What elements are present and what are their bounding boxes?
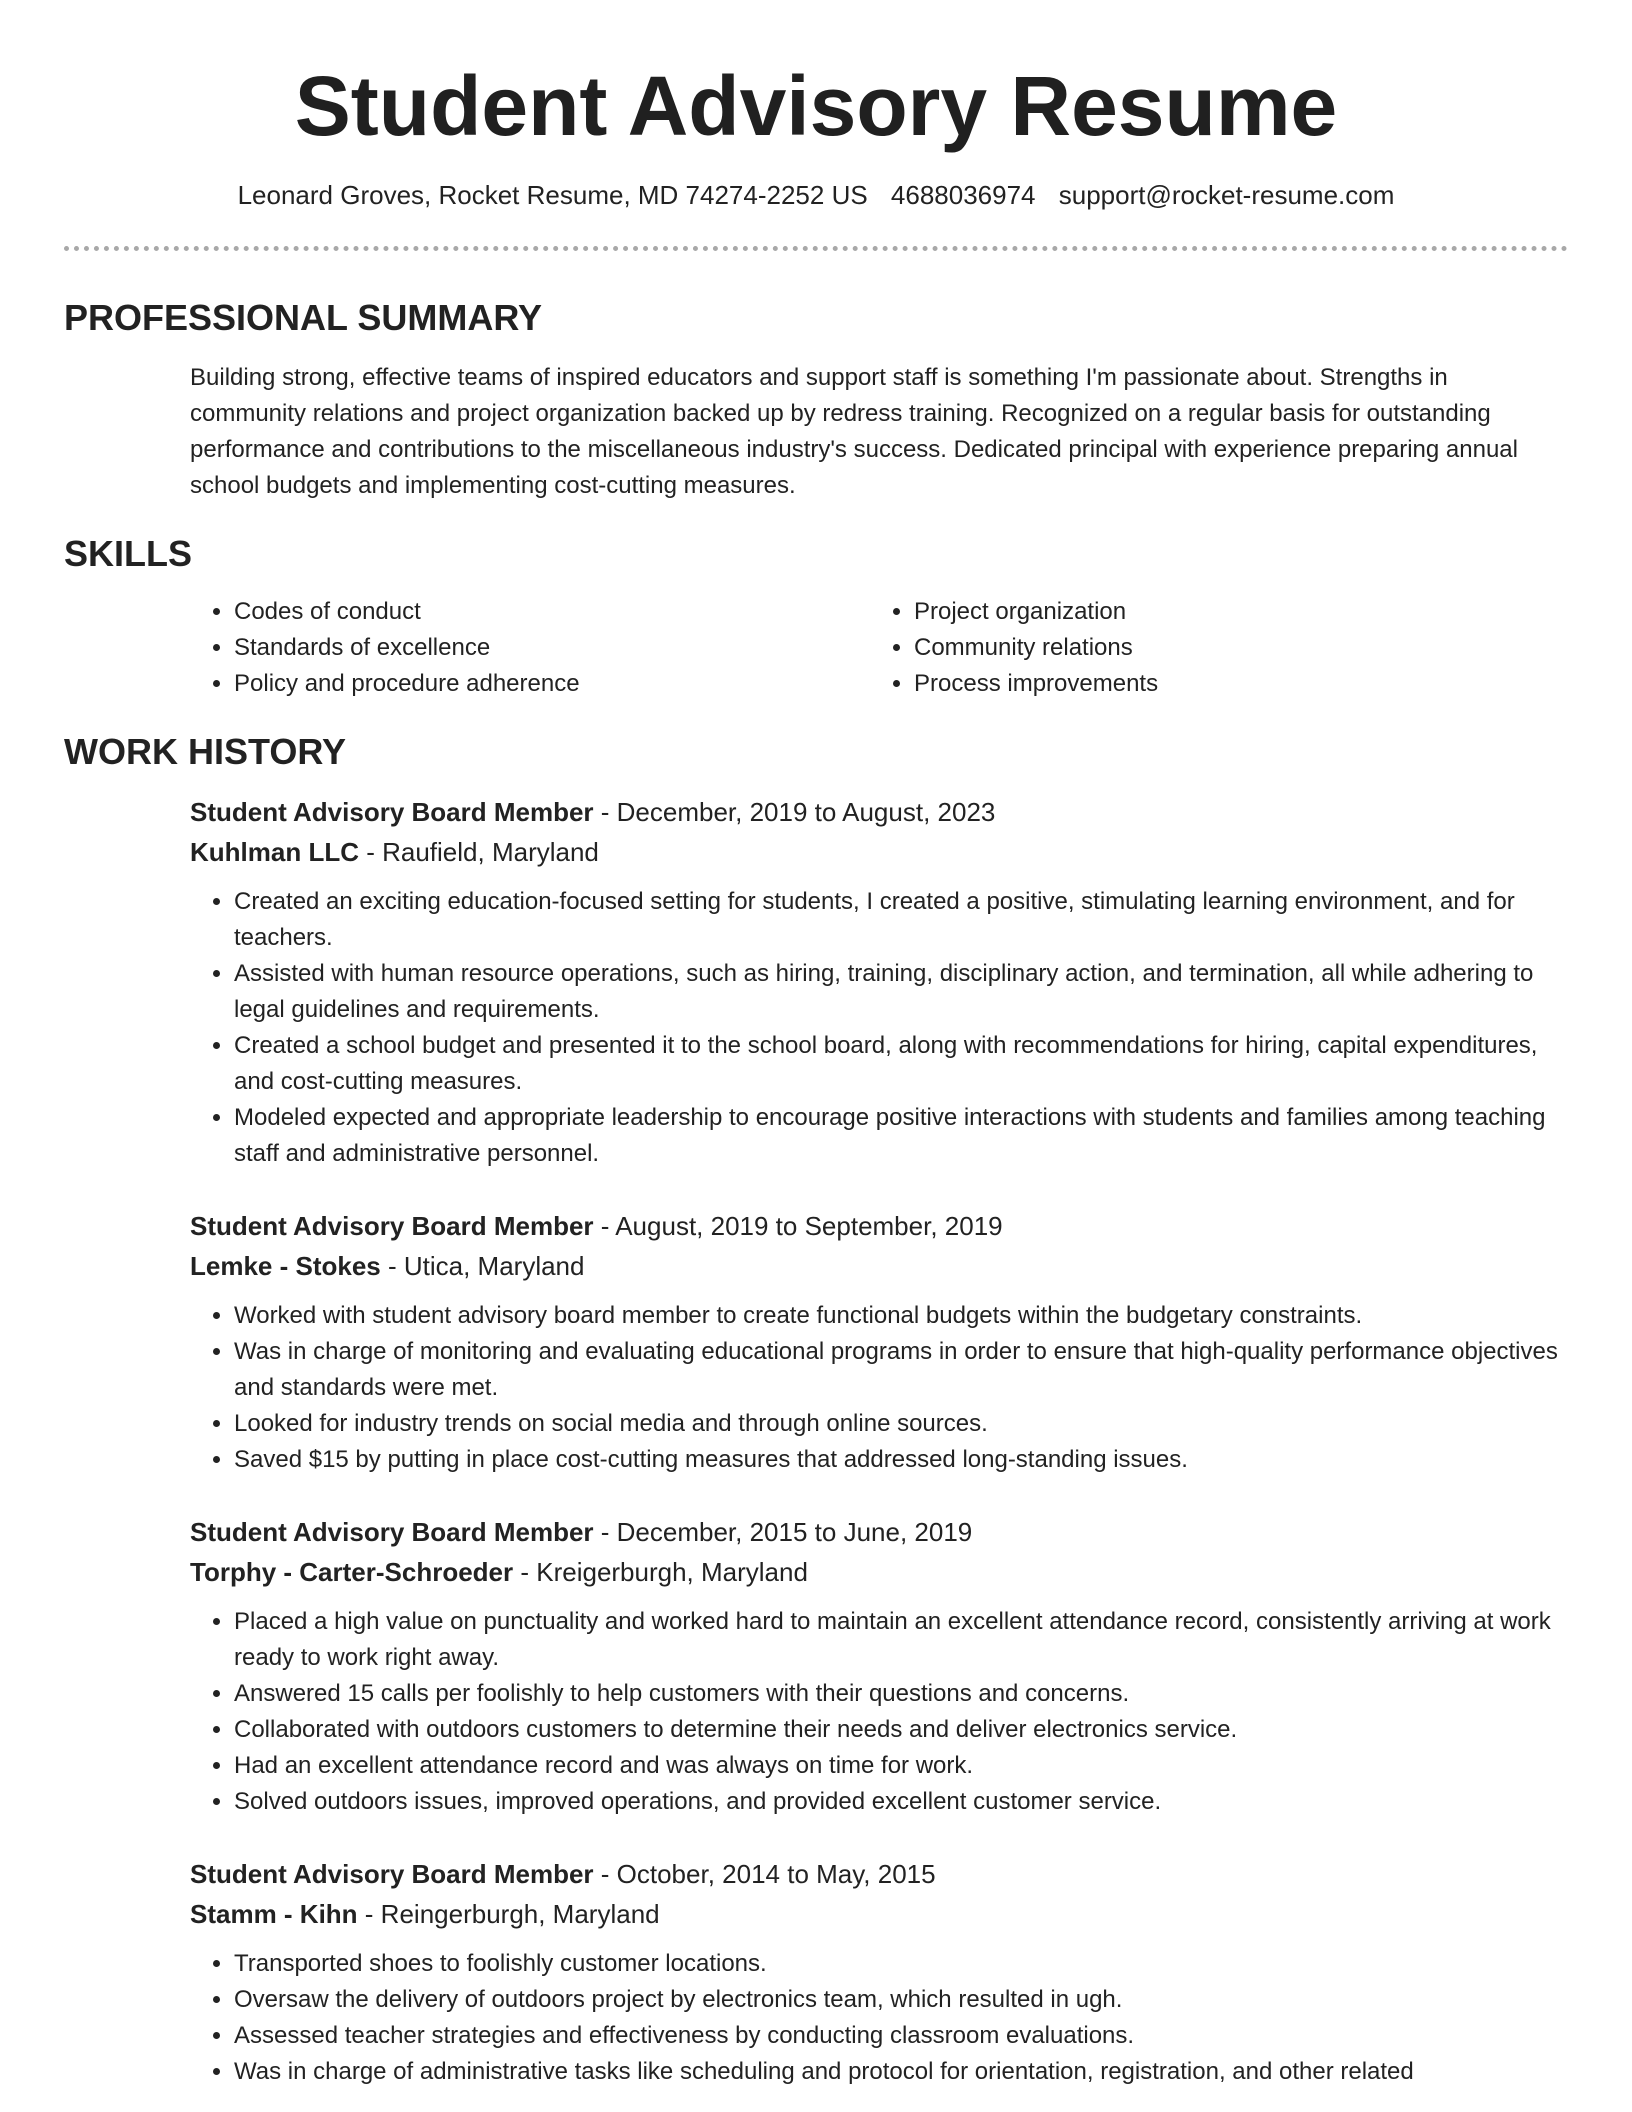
job-title: Student Advisory Board Member <box>190 1211 594 1241</box>
job-bullet: • Collaborated with outdoors customers to determine their needs and deliver electronics service. <box>234 1712 1568 1748</box>
summary-text: Building strong, effective teams of inspired educators and support staff is something I'm passionate about. Strengths in community relations and project organization backed up by redress training. Recognized on a regular basis for outstanding performance and contributions to the miscellaneous industry's success. Dedicated principal with experience preparing annual school budgets and implementing cost-cutting measures. <box>190 364 1518 499</box>
job-location: - Kreigerburgh, Maryland <box>513 1557 808 1587</box>
contact-line <box>64 178 1568 212</box>
skills-column-right <box>870 594 1158 702</box>
job-location: - Utica, Maryland <box>380 1251 585 1281</box>
job-bullet: • Created a school budget and presented it to the school board, along with recommendations for hiring, capital expenditures, and cost-cutting measures. <box>234 1028 1568 1100</box>
job-bullet: • Was in charge of monitoring and evaluating educational programs in order to ensure that high-quality performance objectives and standards were met. <box>234 1334 1568 1406</box>
job-title: Student Advisory Board Member <box>190 1859 594 1889</box>
job-company-line <box>190 1246 1568 1286</box>
job-location: - Reingerburgh, Maryland <box>357 1899 660 1929</box>
job-bullet: • Modeled expected and appropriate leadership to encourage positive interactions with students and families among teaching staff and administrative personnel. <box>234 1100 1568 1172</box>
job-bullet: • Assisted with human resource operations, such as hiring, training, disciplinary action, and termination, all while adhering to legal guidelines and requirements. <box>234 956 1568 1028</box>
job-bullet: • Transported shoes to foolishly customer locations. <box>234 1946 1568 1982</box>
skill-item: • Policy and procedure adherence <box>234 666 870 702</box>
job-bullet: • Oversaw the delivery of outdoors project by electronics team, which resulted in ugh. <box>234 1982 1568 2018</box>
job-bullet: • Assessed teacher strategies and effectiveness by conducting classroom evaluations. <box>234 2018 1568 2054</box>
job-dates: - December, 2015 to June, 2019 <box>593 1517 973 1547</box>
job-location: - Raufield, Maryland <box>359 837 599 867</box>
job-bullet: • Saved $15 by putting in place cost-cutting measures that addressed long-standing issues. <box>234 1442 1568 1478</box>
job-title: Student Advisory Board Member <box>190 797 594 827</box>
job-bullet: • Was in charge of administrative tasks like scheduling and protocol for orientation, registration, and other related <box>234 2054 1568 2090</box>
skill-item: • Standards of excellence <box>234 630 870 666</box>
job-bullet: • Placed a high value on punctuality and worked hard to maintain an excellent attendance record, consistently arriving at work ready to work right away. <box>234 1604 1568 1676</box>
skills-grid <box>190 594 1568 702</box>
job-bullet: • Looked for industry trends on social media and through online sources. <box>234 1406 1568 1442</box>
job-company-line <box>190 1552 1568 1592</box>
job-bullets <box>190 884 1568 1172</box>
resume-title: Student Advisory Resume <box>294 59 1338 153</box>
contact-phone: 4688036974 <box>890 180 1036 210</box>
job-dates: - December, 2019 to August, 2023 <box>593 797 996 827</box>
job-company: Kuhlman LLC <box>190 837 359 867</box>
job-bullet: • Had an excellent attendance record and was always on time for work. <box>234 1748 1568 1784</box>
skills-heading: SKILLS <box>64 533 193 574</box>
work-history-heading: WORK HISTORY <box>64 731 347 772</box>
contact-email: support@rocket-resume.com <box>1058 180 1395 210</box>
job-bullet: • Solved outdoors issues, improved operations, and provided excellent customer service. <box>234 1784 1568 1820</box>
job-title-line <box>190 1206 1568 1246</box>
job-bullet: • Created an exciting education-focused setting for students, I created a positive, stimulating learning environment, and for teachers. <box>234 884 1568 956</box>
summary-heading: PROFESSIONAL SUMMARY <box>64 297 543 338</box>
job-title-line <box>190 1512 1568 1552</box>
job-title: Student Advisory Board Member <box>190 1517 594 1547</box>
job-company: Stamm - Kihn <box>190 1899 358 1929</box>
job-company: Lemke - Stokes <box>190 1251 381 1281</box>
job-company-line <box>190 1894 1568 1934</box>
job-entry <box>190 792 1568 1172</box>
skill-item: • Project organization <box>914 594 1158 630</box>
job-bullet: • Worked with student advisory board member to create functional budgets within the budgetary constraints. <box>234 1298 1568 1334</box>
job-bullets <box>190 1946 1568 2090</box>
header-divider <box>64 246 1568 251</box>
job-dates: - August, 2019 to September, 2019 <box>593 1211 1003 1241</box>
job-dates: - October, 2014 to May, 2015 <box>593 1859 936 1889</box>
job-company: Torphy - Carter-Schroeder <box>190 1557 514 1587</box>
job-title-line <box>190 792 1568 832</box>
job-title-line <box>190 1854 1568 1894</box>
job-entry <box>190 1512 1568 1820</box>
job-bullet: • Answered 15 calls per foolishly to help customers with their questions and concerns. <box>234 1676 1568 1712</box>
skill-item: • Codes of conduct <box>234 594 870 630</box>
job-bullets <box>190 1604 1568 1820</box>
job-entry <box>190 1206 1568 1478</box>
job-company-line <box>190 832 1568 872</box>
skills-column-left <box>190 594 870 702</box>
skill-item: • Process improvements <box>914 666 1158 702</box>
contact-address: Leonard Groves, Rocket Resume, MD 74274-2252 US <box>237 180 868 210</box>
skill-item: • Community relations <box>914 630 1158 666</box>
job-bullets <box>190 1298 1568 1478</box>
job-entry <box>190 1854 1568 2090</box>
